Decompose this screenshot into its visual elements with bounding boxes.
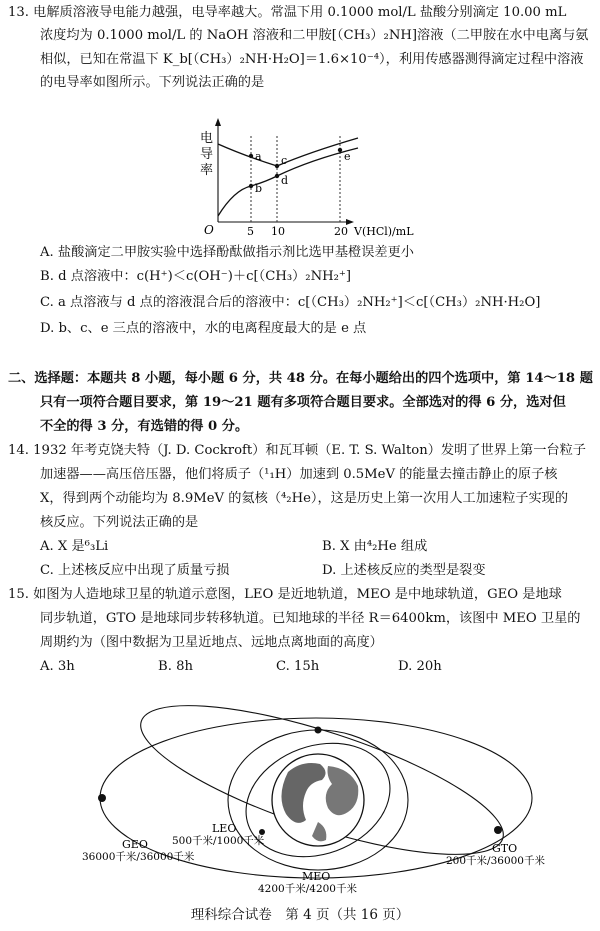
q15-option-a: A. 3h [40,659,75,674]
point-label-d: d [281,174,289,187]
gto-name: GTO [492,842,518,855]
point-label-a: a [255,150,262,163]
graph-ylabel-char: 电 [200,131,214,146]
graph-xtick: 10 [271,225,285,238]
graph-xtick: 20 [334,225,348,238]
q15-option-c: C. 15h [276,659,320,674]
q13-option-a: A. 盐酸滴定二甲胺实验中选择酚酞做指示剂比选甲基橙误差更小 [40,245,414,260]
q14-option-b: B. X 由⁴₂He 组成 [322,539,428,554]
point-a [249,154,253,158]
q15-stem-line: 同步轨道，GTO 是地球同步转移轨道。已知地球的半径 R＝6400km，该图中 MEO 卫星的 [40,611,581,626]
leo-altitude: 500千米/1000千米 [172,835,265,847]
q14-option-c: C. 上述核反应中出现了质量亏损 [40,563,230,578]
q14-options-row [40,537,590,559]
graph-origin: O [204,223,214,237]
q13-stem-line: 的电导率如图所示。下列说法正确的是 [40,75,265,90]
point-d [275,174,279,178]
q13-option-c: C. a 点溶液与 d 点的溶液混合后的溶液中：c[（CH₃）₂NH₂⁺]＜c[（CH₃）₂NH·H₂O] [40,295,541,310]
q13-stem-line: 浓度均为 0.1000 mol/L 的 NaOH 溶液和二甲胺[（CH₃）₂NH]溶液（二甲胺在水中电离与氨 [40,28,589,43]
q15-option-b: B. 8h [158,659,193,674]
point-b [249,184,253,188]
conductivity-graph [190,118,420,238]
geo-altitude: 36000千米/36000千米 [82,851,195,863]
point-c [275,164,279,168]
q13-option-b: B. d 点溶液中：c(H⁺)＜c(OH⁻)＋c[（CH₃）₂NH₂⁺] [40,269,352,284]
graph-y-arrow [215,118,221,126]
point-label-b: b [255,182,263,195]
geo-satellite [98,794,106,802]
gto-satellite [494,826,502,834]
page-footer: 理科综合试卷 第 4 页（共 16 页） [190,907,410,923]
section-2-line: 二、选择题：本题共 8 小题，每小题 6 分，共 48 分。在每小题给出的四个选项中，第 14～18 题 [8,371,593,386]
meo-name: MEO [302,870,331,883]
q15-stem-line: 周期约为（图中数据为卫星近地点、远地点离地面的高度） [40,635,383,650]
point-e [338,148,342,152]
q14-stem-line: 14. 1932 年考克饶夫特（J. D. Cockroft）和瓦耳顿（E. T. S. Walton）发明了世界上第一台粒子 [8,443,586,458]
q14-stem-line: 核反应。下列说法正确的是 [40,515,199,530]
q13-stem-line: 相似，已知在常温下 K_b[（CH₃）₂NH·H₂O]＝1.6×10⁻⁴），利用传感器测得滴定过程中溶液 [40,52,584,67]
q13-option-d: D. b、c、e 三点的溶液中，水的电离程度最大的是 e 点 [40,321,367,336]
leo-name: LEO [212,822,237,835]
q15-option-d: D. 20h [398,659,442,674]
geo-name: GEO [122,838,148,851]
q14-stem-line: 加速器——高压倍压器，他们将质子（¹₁H）加速到 0.5MeV 的能量去撞击静止的原子核 [40,467,558,482]
graph-ylabel-char: 率 [200,163,214,178]
meo-satellite [315,727,322,734]
section-2-line: 不全的得 3 分，有选错的得 0 分。 [40,419,249,434]
meo-altitude: 4200千米/4200千米 [258,883,357,895]
graph-ylabel-char: 导 [200,147,214,162]
q15-stem-line: 15. 如图为人造地球卫星的轨道示意图，LEO 是近地轨道，MEO 是中地球轨道，GEO 是地球 [8,587,562,602]
q14-option-d: D. 上述核反应的类型是裂变 [322,563,486,578]
point-label-c: c [281,154,288,167]
q13-stem-line: 13. 电解质溶液导电能力越强，电导率越大。常温下用 0.1000 mol/L 盐酸分别滴定 10.00 mL [8,5,567,20]
q14-stem-line: X，得到两个动能均为 8.9MeV 的氦核（⁴₂He），这是历史上第一次用人工加速粒子实现的 [40,491,569,506]
q14-options-row [40,561,590,583]
q15-options-row [40,657,590,679]
point-label-e: e [344,150,351,163]
gto-altitude: 200千米/36000千米 [446,855,545,867]
graph-xtick: 5 [247,225,254,238]
section-2-line: 只有一项符合题目要求，第 19～21 题有多项符合题目要求。全部选对的得 6 分，选对但 [40,395,566,410]
graph-xlabel: V(HCl)/mL [354,225,414,238]
naoh-curve [218,138,358,166]
satellite-orbit-diagram [60,680,560,898]
q14-option-a: A. X 是⁶₃Li [40,539,109,554]
